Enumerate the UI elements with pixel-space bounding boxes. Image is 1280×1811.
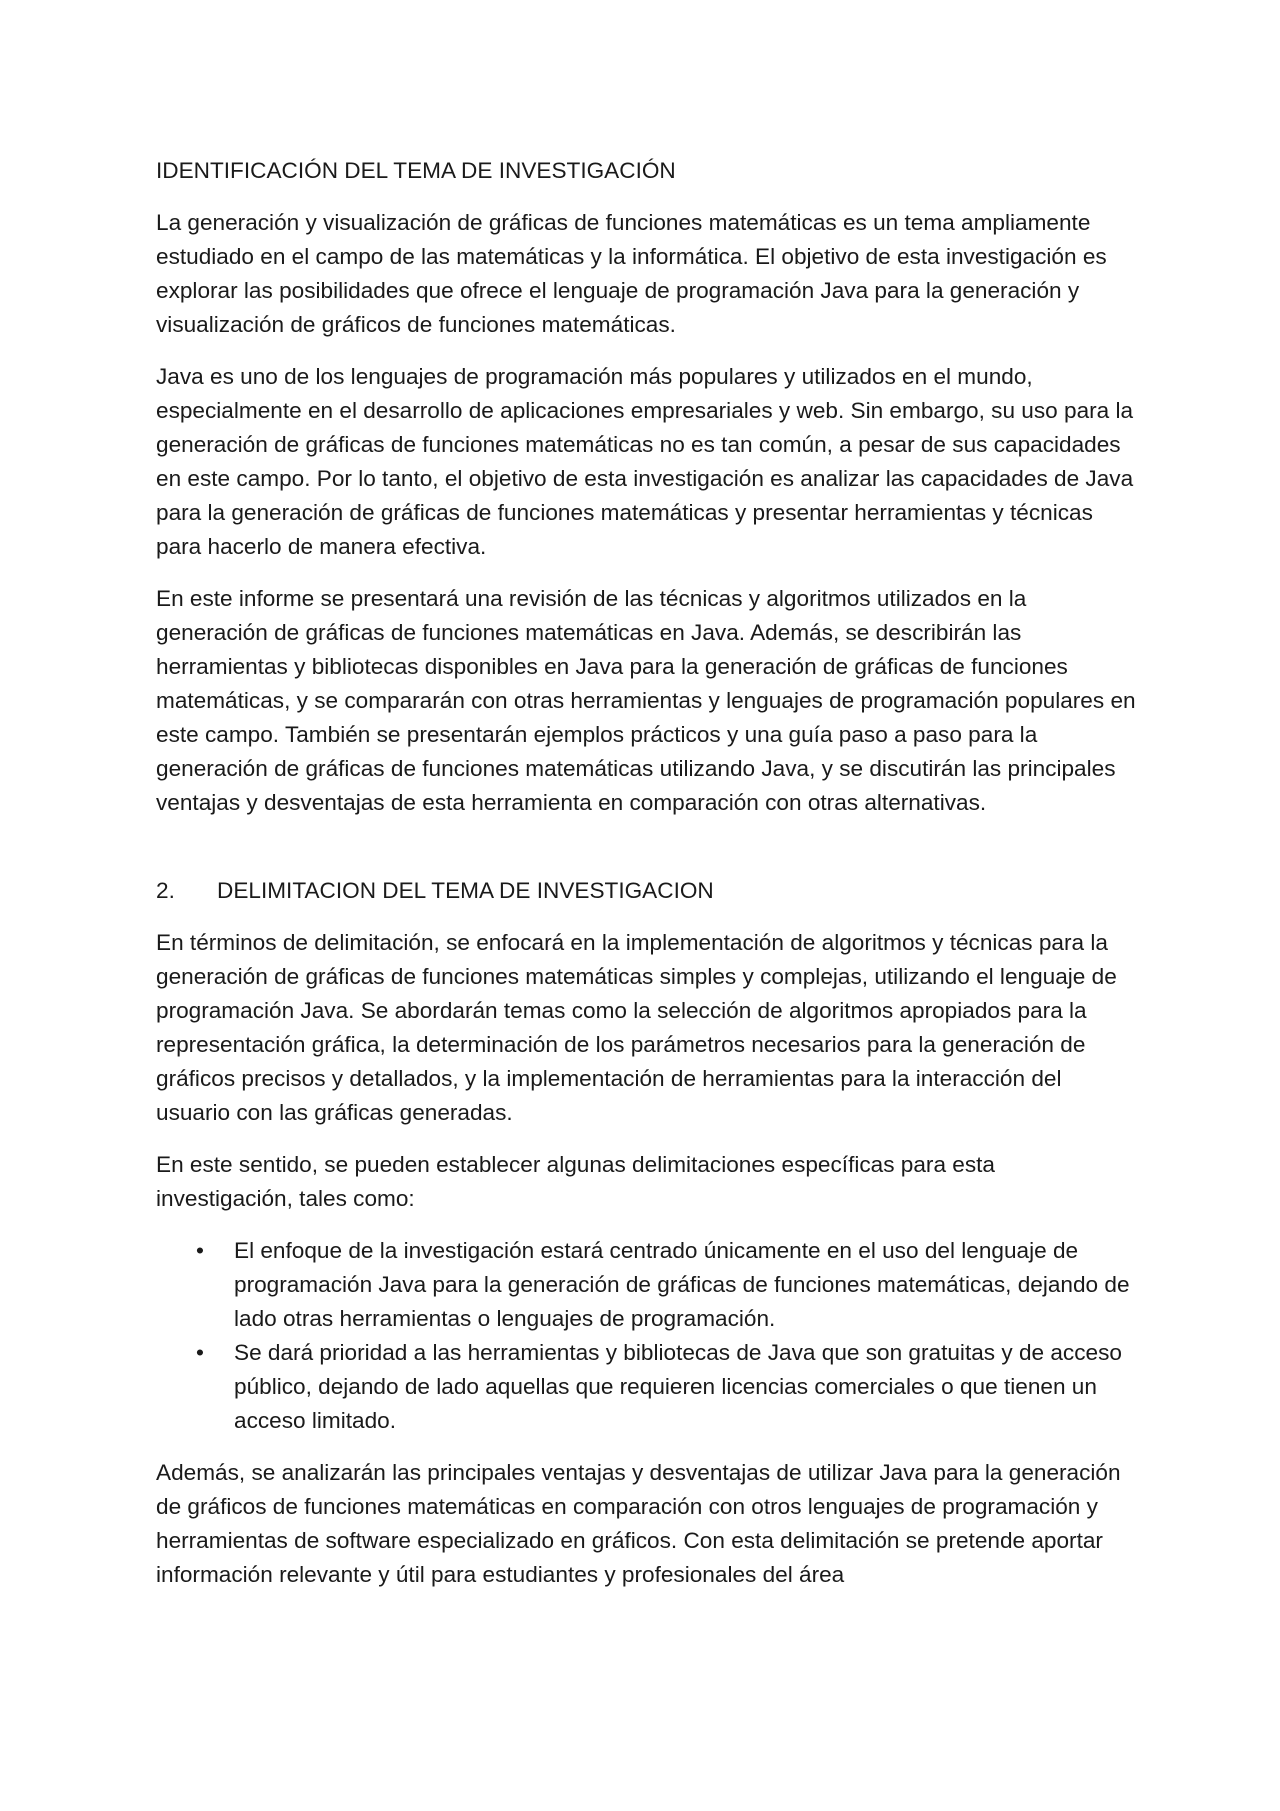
delimitations-list [156,1234,1136,1438]
section-2-heading [156,874,1136,908]
section-2-number: 2. [156,878,175,903]
list-item-text: Se dará prioridad a las herramientas y bibliotecas de Java que son gratuitas y de acceso público, dejando de lado aquellas que requieren licencias comerciales o que tienen un acceso limitado. [234,1340,1122,1433]
section-1-paragraph-3: En este informe se presentará una revisión de las técnicas y algoritmos utilizados en la generación de gráficas de funciones matemáticas en Java. Además, se describirán las herramientas y bibliotecas disponibles en Java para la generación de gráficas de funciones matemáticas, y se compararán con otras herramientas y lenguajes de programación populares en este campo. También se presentarán ejemplos prácticos y una guía paso a paso para la generación de gráficas de funciones matemáticas utilizando Java, y se discutirán las principales ventajas y desventajas de esta herramienta en comparación con otras alternativas. [156,586,1136,815]
list-item [156,1234,1136,1336]
section-2-paragraph-2: En este sentido, se pueden establecer algunas delimitaciones específicas para esta investigación, tales como: [156,1152,996,1211]
document-body [156,154,1136,1610]
section-2-title: DELIMITACION DEL TEMA DE INVESTIGACION [217,878,714,903]
section-2-closing-paragraph: Además, se analizarán las principales ventajas y desventajas de utilizar Java para la generación de gráficos de funciones matemáticas en comparación con otros lenguajes de programación y herramientas de software especializado en gráficos. Con esta delimitación se pretende aportar información relevante y útil para estudiantes y profesionales del área [156,1460,1121,1587]
section-1-paragraph-2: Java es uno de los lenguajes de programación más populares y utilizados en el mundo, especialmente en el desarrollo de aplicaciones empresariales y web. Sin embargo, su uso para la generación de gráficas de funciones matemáticas no es tan común, a pesar de sus capacidades en este campo. Por lo tanto, el objetivo de esta investigación es analizar las capacidades de Java para la generación de gráficas de funciones matemáticas y presentar herramientas y técnicas para hacerlo de manera efectiva. [156,364,1134,559]
list-item [156,1336,1136,1438]
list-item-text: El enfoque de la investigación estará centrado únicamente en el uso del lenguaje de programación Java para la generación de gráficas de funciones matemáticas, dejando de lado otras herramientas o lenguajes de programación. [234,1238,1130,1331]
bullet-icon: • [196,1340,204,1365]
section-1-heading: IDENTIFICACIÓN DEL TEMA DE INVESTIGACIÓN [156,158,676,183]
section-1-paragraph-1: La generación y visualización de gráficas de funciones matemáticas es un tema ampliamente estudiado en el campo de las matemáticas y la informática. El objetivo de esta investigación es explorar las posibilidades que ofrece el lenguaje de programación Java para la generación y visualización de gráficos de funciones matemáticas. [156,210,1107,337]
bullet-icon: • [196,1238,204,1263]
section-2-paragraph-1: En términos de delimitación, se enfocará en la implementación de algoritmos y técnicas para la generación de gráficas de funciones matemáticas simples y complejas, utilizando el lenguaje de programación Java. Se abordarán temas como la selección de algoritmos apropiados para la representación gráfica, la determinación de los parámetros necesarios para la generación de gráficos precisos y detallados, y la implementación de herramientas para la interacción del usuario con las gráficas generadas. [156,930,1117,1125]
